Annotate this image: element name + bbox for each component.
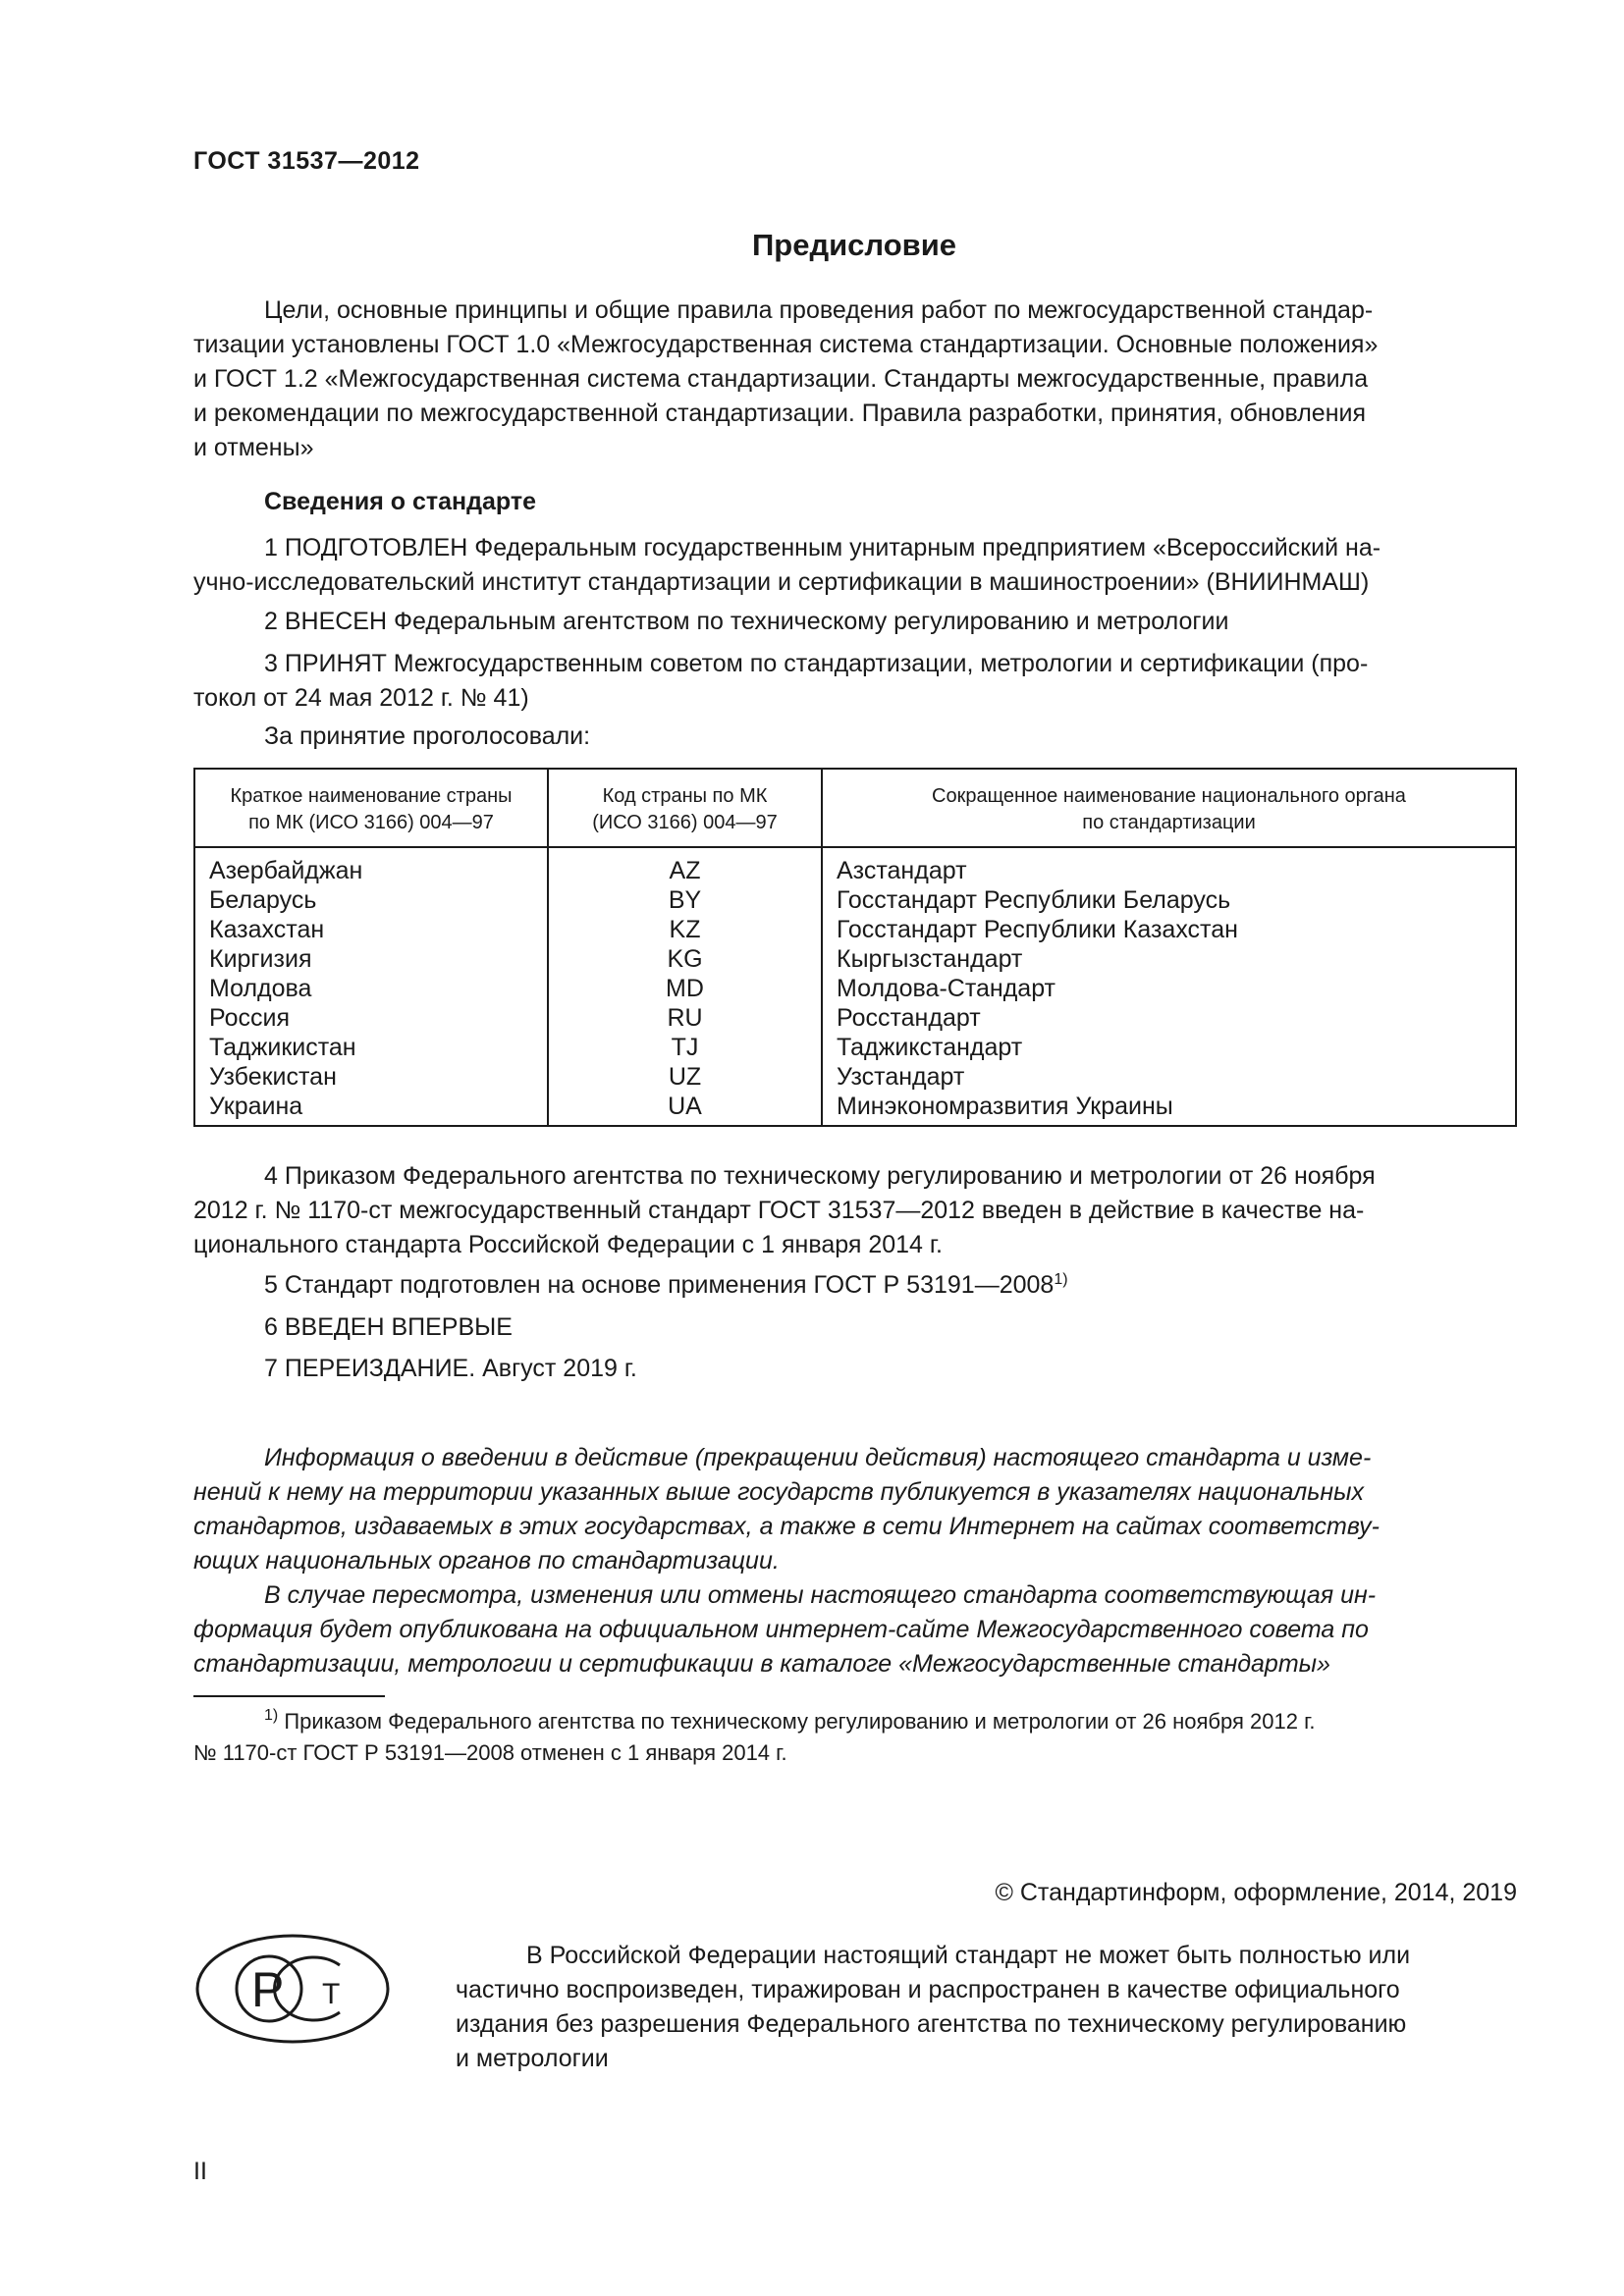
intro-line: и рекомендации по межгосударственной стандартизации. Правила разработки, принятия, обновления xyxy=(193,400,1367,427)
standard-info-heading: Сведения о стандарте xyxy=(264,488,537,515)
table-row xyxy=(194,1092,1516,1126)
body-cell: Таджикстандарт xyxy=(822,1033,1516,1062)
country-cell: Узбекистан xyxy=(194,1062,548,1092)
table-row xyxy=(194,915,1516,944)
country-cell: Азербайджан xyxy=(194,847,548,885)
header-country: Краткое наименование страны по МК (ИСО 3166) 004—97 xyxy=(194,769,548,847)
code-cell: MD xyxy=(548,974,822,1003)
notice-line: стандартизации, метрологии и сертификации в каталоге «Межгосударственные стандарты» xyxy=(193,1650,1330,1678)
footnote-ref: 1) xyxy=(1054,1271,1068,1288)
footnote-line: № 1170-ст ГОСТ Р 53191—2008 отменен с 1 января 2014 г. xyxy=(193,1740,787,1765)
country-cell: Украина xyxy=(194,1092,548,1126)
country-cell: Киргизия xyxy=(194,944,548,974)
notice-paragraph-2 xyxy=(193,1578,1517,1682)
intro-line: Цели, основные принципы и общие правила проведения работ по межгосударственной стандар- xyxy=(264,296,1374,324)
intro-line: и отмены» xyxy=(193,434,314,461)
code-cell: BY xyxy=(548,885,822,915)
rights-line: частично воспроизведен, тиражирован и распространен в качестве официального xyxy=(456,1976,1400,2003)
code-cell: UA xyxy=(548,1092,822,1126)
body-cell: Росстандарт xyxy=(822,1003,1516,1033)
notice-line: стандартов, издаваемых в этих государствах, а также в сети Интернет на сайтах соответству- xyxy=(193,1513,1380,1540)
code-cell: KG xyxy=(548,944,822,974)
header-code: Код страны по МК (ИСО 3166) 004—97 xyxy=(548,769,822,847)
item-2: 2 ВНЕСЕН Федеральным агентством по техническому регулированию и метрологии xyxy=(264,608,1229,635)
country-cell: Беларусь xyxy=(194,885,548,915)
rights-line: и метрологии xyxy=(456,2045,609,2072)
body-cell: Госстандарт Республики Казахстан xyxy=(822,915,1516,944)
rights-line: издания без разрешения Федерального агентства по техническому регулированию xyxy=(456,2010,1407,2038)
rights-line: В Российской Федерации настоящий стандарт не может быть полностью или xyxy=(526,1942,1411,1969)
body-cell: Азстандарт xyxy=(822,847,1516,885)
notice-paragraph-1 xyxy=(193,1441,1517,1578)
rights-notice xyxy=(456,1939,1517,2076)
footnote-line: Приказом Федерального агентства по техническому регулированию и метрологии от 26 ноября 2012 г. xyxy=(284,1709,1316,1734)
code-cell: KZ xyxy=(548,915,822,944)
item-1 xyxy=(193,531,1517,600)
item-3-line: токол от 24 мая 2012 г. № 41) xyxy=(193,684,529,712)
table-row xyxy=(194,847,1516,885)
country-cell: Молдова xyxy=(194,974,548,1003)
table-row xyxy=(194,1033,1516,1062)
notice-line: Информация о введении в действие (прекращении действия) настоящего стандарта и изме- xyxy=(264,1444,1372,1471)
body-cell: Узстандарт xyxy=(822,1062,1516,1092)
item-5-text: 5 Стандарт подготовлен на основе применения ГОСТ Р 53191—2008 xyxy=(264,1271,1055,1299)
body-cell: Госстандарт Республики Беларусь xyxy=(822,885,1516,915)
body-cell: Минэкономразвития Украины xyxy=(822,1092,1516,1126)
code-cell: RU xyxy=(548,1003,822,1033)
notice-line: В случае пересмотра, изменения или отмены настоящего стандарта соответствующая ин- xyxy=(264,1581,1377,1609)
logo-text: Р xyxy=(251,1962,285,2017)
country-cell: Таджикистан xyxy=(194,1033,548,1062)
svg-text:Т: Т xyxy=(322,1978,341,2010)
item-4 xyxy=(193,1159,1517,1262)
notice-line: формация будет опубликована на официальном интернет-сайте Межгосударственного совета по xyxy=(193,1616,1369,1643)
notice-line: нений к нему на территории указанных выше государств публикуется в указателях национальных xyxy=(193,1478,1365,1506)
intro-paragraph xyxy=(193,294,1517,465)
page-number: II xyxy=(193,2158,207,2185)
table-header-row xyxy=(194,769,1516,847)
page-title: Предисловие xyxy=(751,228,956,262)
footnote-mark: 1) xyxy=(264,1707,279,1724)
item-6: 6 ВВЕДЕН ВПЕРВЫЕ xyxy=(264,1313,513,1341)
item-3-line: 3 ПРИНЯТ Межгосударственным советом по стандартизации, метрологии и сертификации (про- xyxy=(264,650,1369,677)
item-3 xyxy=(193,647,1517,716)
rst-logo-icon xyxy=(194,1933,391,2045)
notice-line: ющих национальных органов по стандартизации. xyxy=(193,1547,780,1575)
table-row xyxy=(194,974,1516,1003)
item-5 xyxy=(264,1271,1068,1300)
copyright: © Стандартинформ, оформление, 2014, 2019 xyxy=(995,1879,1517,1906)
country-cell: Казахстан xyxy=(194,915,548,944)
body-cell: Молдова-Стандарт xyxy=(822,974,1516,1003)
table-row xyxy=(194,1003,1516,1033)
table-row xyxy=(194,1062,1516,1092)
intro-line: тизации установлены ГОСТ 1.0 «Межгосударственная система стандартизации. Основные положения» xyxy=(193,331,1379,358)
item-4-line: 4 Приказом Федерального агентства по техническому регулированию и метрологии от 26 ноября xyxy=(264,1162,1376,1190)
footnote xyxy=(193,1706,1517,1769)
item-7: 7 ПЕРЕИЗДАНИЕ. Август 2019 г. xyxy=(264,1355,637,1382)
item-4-line: ционального стандарта Российской Федерации с 1 января 2014 г. xyxy=(193,1231,943,1258)
country-cell: Россия xyxy=(194,1003,548,1033)
intro-line: и ГОСТ 1.2 «Межгосударственная система стандартизации. Стандарты межгосударственные, правила xyxy=(193,365,1369,393)
footnote-divider xyxy=(193,1695,385,1697)
document-id: ГОСТ 31537—2012 xyxy=(193,147,420,175)
rst-logo xyxy=(194,1933,391,2050)
table-row xyxy=(194,944,1516,974)
code-cell: UZ xyxy=(548,1062,822,1092)
item-4-line: 2012 г. № 1170-ст межгосударственный стандарт ГОСТ 31537—2012 введен в действие в качестве на- xyxy=(193,1197,1365,1224)
item-1-line: 1 ПОДГОТОВЛЕН Федеральным государственным унитарным предприятием «Всероссийский на- xyxy=(264,534,1381,561)
voted-label: За принятие проголосовали: xyxy=(264,722,591,750)
code-cell: TJ xyxy=(548,1033,822,1062)
code-cell: AZ xyxy=(548,847,822,885)
member-states-table xyxy=(193,768,1517,1127)
header-body: Сокращенное наименование национального органа по стандартизации xyxy=(822,769,1516,847)
table-row xyxy=(194,885,1516,915)
item-1-line: учно-исследовательский институт стандартизации и сертификации в машиностроении» (ВНИИНМАШ) xyxy=(193,568,1370,596)
body-cell: Кыргызстандарт xyxy=(822,944,1516,974)
